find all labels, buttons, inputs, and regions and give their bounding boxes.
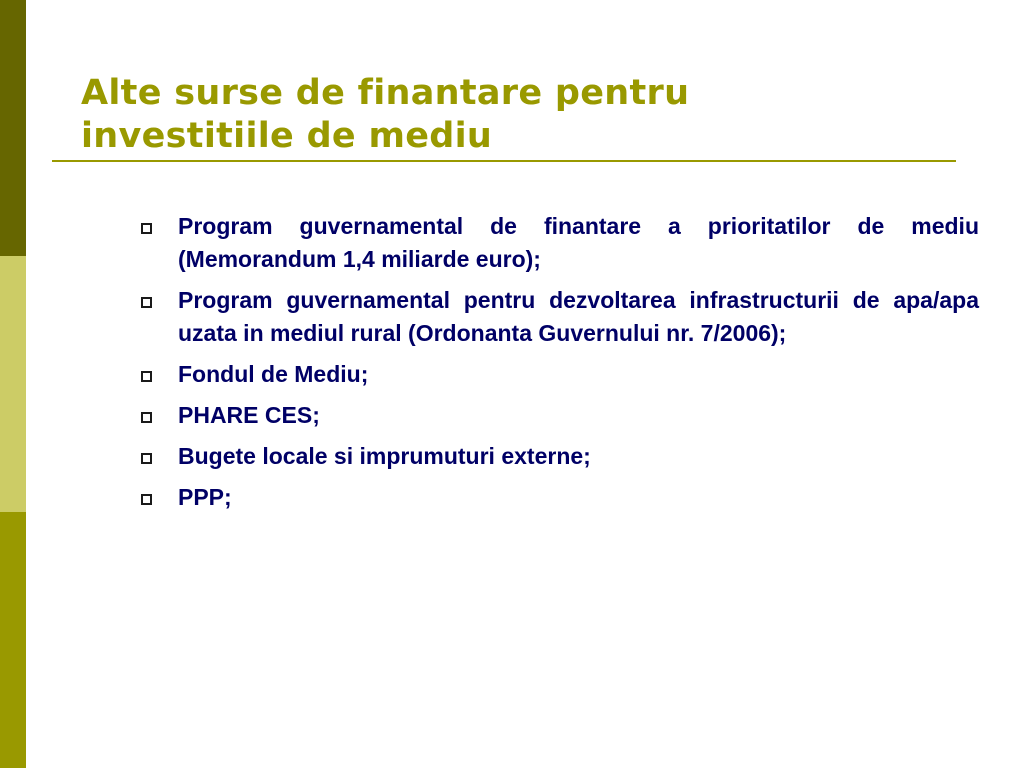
bullet-item [141,284,979,350]
bullet-list [141,210,979,522]
bullet-text: Program guvernamental pentru dezvoltarea infrastructurii de apa/apa uzata in mediul rural (Ordonanta Guvernului nr. 7/2006); [178,287,979,346]
hollow-square-bullet-icon [141,297,152,308]
hollow-square-bullet-icon [141,412,152,423]
bullet-text: PHARE CES; [178,402,320,428]
bullet-item [141,481,979,514]
side-bar-top [0,0,26,256]
bullet-item [141,399,979,432]
bullet-text: Program guvernamental de finantare a prioritatilor de mediu (Memorandum 1,4 miliarde euro); [178,213,979,272]
slide-title-line-2: investitiile de mediu [81,116,493,156]
bullet-item [141,358,979,391]
bullet-item [141,210,979,276]
title-underline [52,160,956,162]
bullet-text: Fondul de Mediu; [178,361,369,387]
bullet-text: PPP; [178,484,232,510]
slide-title [81,72,941,158]
slide-title-line-1: Alte surse de finantare pentru [81,73,690,113]
hollow-square-bullet-icon [141,223,152,234]
hollow-square-bullet-icon [141,494,152,505]
side-bar-bottom [0,512,26,768]
hollow-square-bullet-icon [141,453,152,464]
bullet-item [141,440,979,473]
hollow-square-bullet-icon [141,371,152,382]
bullet-text: Bugete locale si imprumuturi externe; [178,443,591,469]
side-bar-middle [0,256,26,512]
